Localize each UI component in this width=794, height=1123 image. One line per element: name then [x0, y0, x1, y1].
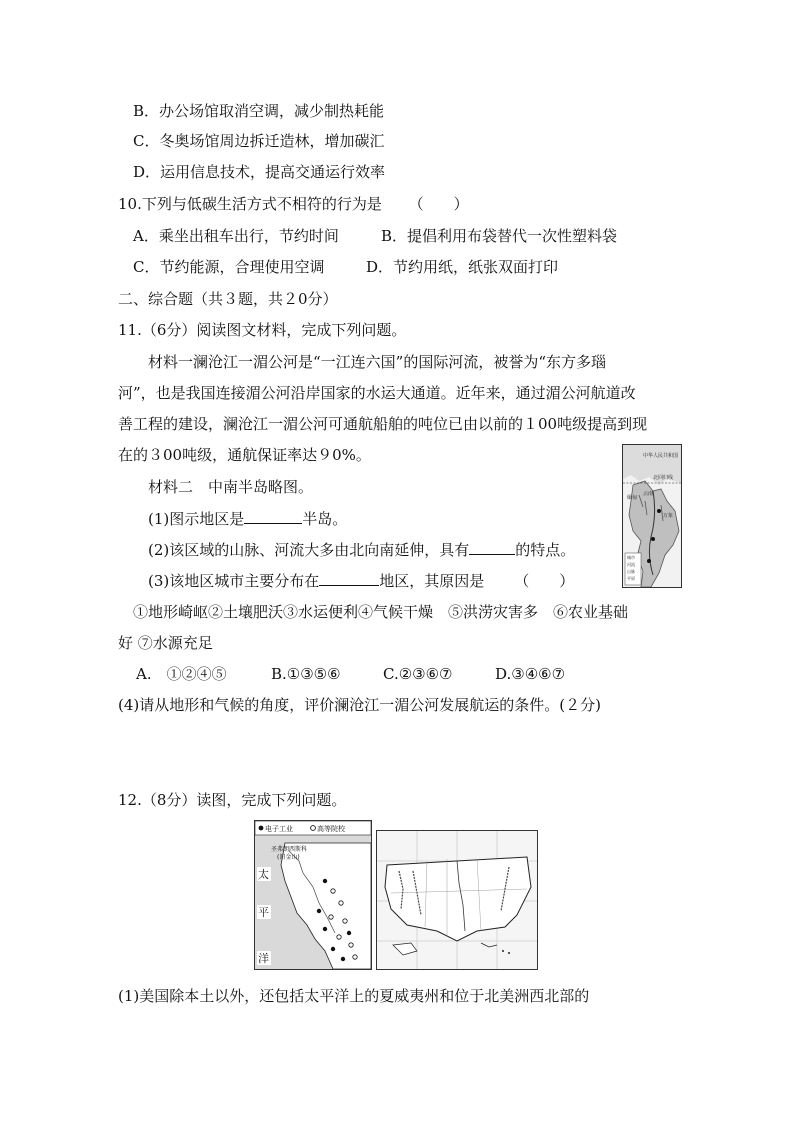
q9-option-c: C．冬奥场馆周边拆迁造林，增加碳汇 — [133, 132, 385, 150]
q11-sub1 — [148, 508, 347, 529]
q11-sub1-blank[interactable] — [244, 508, 302, 524]
indochina-map — [622, 444, 682, 588]
map2-city-name: 圣弗朗西斯科 — [271, 846, 308, 853]
q12-stem: 12.（8分）读图，完成下列问题。 — [118, 791, 347, 809]
q10-option-d: D．节约用纸，纸张双面打印 — [366, 258, 559, 276]
q11-sub2-blank[interactable] — [469, 539, 515, 555]
q11-sub3-suffix: 地区，其原因是 — [379, 572, 485, 590]
map2-city-alias: (旧金山) — [277, 854, 300, 861]
q11-sub1-text: (1)图示地区是 — [148, 510, 245, 528]
map1-legend-river: 河流 — [627, 562, 635, 567]
q11-sub3 — [148, 570, 574, 591]
q11-answer-c: C.②③⑥⑦ — [383, 665, 453, 683]
q11-material1-line4: 在的３00吨级，通航保证率达９0%。 — [118, 446, 371, 464]
map2-legend-electronics: 电子工业 — [265, 825, 293, 833]
q11-answer-a: A. ①②④⑤ — [136, 665, 227, 683]
q11-sub3-blank[interactable] — [319, 570, 379, 586]
map1-label-tropic: 北回归线 — [653, 475, 674, 481]
q11-choices-line2: 好 ⑦水源充足 — [118, 634, 213, 652]
q11-sub1-suffix: 半岛。 — [302, 510, 348, 528]
map1-label-china: 中华人民共和国 — [643, 453, 679, 459]
q11-material1-line2: 河”，也是我国连接湄公河沿岸国家的水运大通道。近年来，通过湄公河航道改 — [118, 384, 636, 402]
q10-option-a: A．乘坐出租车出行，节约时间 — [133, 227, 339, 245]
q10-stem-text: 10.下列与低碳生活方式不相符的行为是 — [118, 195, 382, 213]
map2-ocean-char-2: 平 — [258, 906, 269, 919]
q11-material1-line1: 材料一澜沧江一湄公河是“一江连六国”的国际河流，被誉为“东方多瑙 — [148, 353, 607, 371]
map1-label-yunnan: 云南 — [643, 491, 654, 497]
q11-answer-d: D.③④⑥⑦ — [495, 665, 566, 683]
q11-sub2-suffix: 的特点。 — [515, 541, 576, 559]
san-francisco-map — [254, 820, 372, 970]
q12-sub1: (1)美国除本土以外，还包括太平洋上的夏威夷州和位于北美洲西北部的 — [118, 987, 590, 1005]
q10-option-c: C．节约能源，合理使用空调 — [133, 258, 325, 276]
map2-ocean-char-1: 太 — [258, 868, 269, 881]
map1-label-burma: 缅甸 — [627, 495, 638, 501]
q9-option-d: D．运用信息技术，提高交通运行效率 — [133, 163, 386, 181]
map1-label-vientiane: 万象 — [663, 513, 674, 519]
section-title: 二、综合题（共３题，共２0分） — [118, 290, 338, 308]
q11-sub3-paren: （ ） — [514, 572, 575, 590]
usa-map — [376, 830, 538, 970]
q11-material2: 材料二 中南半岛略图。 — [148, 478, 314, 496]
map2-legend-university: 高等院校 — [317, 825, 345, 833]
q9-option-b: B．办公场馆取消空调，减少制热耗能 — [133, 102, 385, 120]
q11-answer-b: B.①③⑤⑥ — [271, 665, 341, 683]
map2-ocean-char-3: 洋 — [258, 952, 269, 965]
q11-sub3-text: (3)该地区城市主要分布在 — [148, 572, 320, 590]
q11-sub2 — [148, 539, 575, 560]
q11-material1-line3: 善工程的建设，澜沧江一湄公河可通航船舶的吨位已由以前的１00吨级提高到现 — [118, 415, 648, 433]
q11-sub2-text: (2)该区域的山脉、河流大多由北向南延伸，具有 — [148, 541, 470, 559]
map1-legend-city: 城市 — [627, 555, 635, 560]
q11-stem: 11.（6分）阅读图文材料，完成下列问题。 — [118, 321, 407, 339]
q10-stem — [118, 194, 469, 214]
map1-legend-mountain: 山脉 — [627, 569, 635, 574]
map1-legend-plain: 平原 — [627, 576, 635, 581]
q11-sub4: (4)请从地形和气候的角度，评价澜沧江一湄公河发展航运的条件。(２分) — [118, 696, 601, 714]
q10-answer-paren: （ ） — [408, 195, 469, 213]
q10-option-b: B．提倡利用布袋替代一次性塑料袋 — [381, 227, 618, 245]
q11-choices-line1: ①地形崎岖②土壤肥沃③水运便利④气候干燥 ⑤洪涝灾害多 ⑥农业基础 — [133, 603, 629, 621]
